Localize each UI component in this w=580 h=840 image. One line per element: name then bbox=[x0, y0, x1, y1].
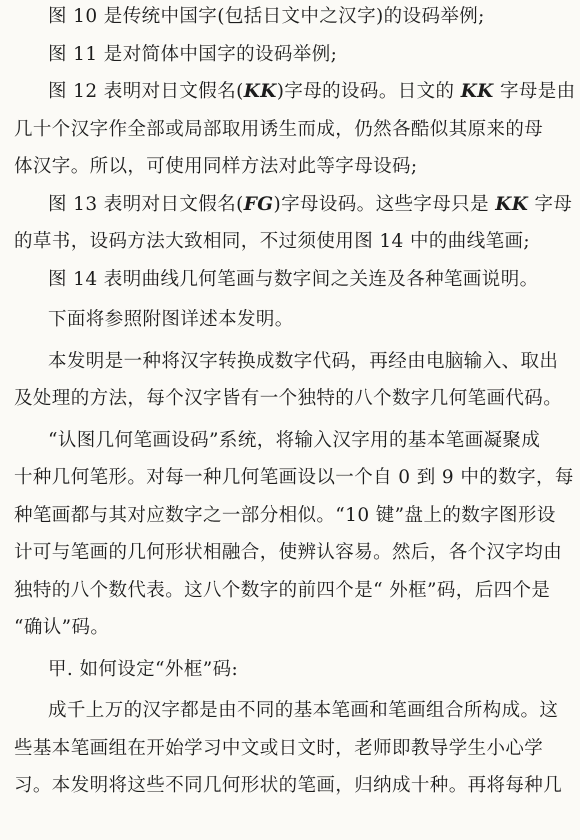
kana-abbreviation: KK bbox=[460, 81, 494, 102]
text-line: 下面将参照附图详述本发明。 bbox=[48, 309, 294, 330]
text-line: 图 11 是对简体中国字的设码举例; bbox=[48, 43, 338, 65]
text-line: 图 12 表明对日文假名(KK)字母的设码。日文的 KK 字母是由 bbox=[48, 81, 576, 102]
text-line: 成千上万的汉字都是由不同的基本笔画和笔画组合所构成。这 bbox=[48, 700, 559, 721]
text-line: 些基本笔画组在开始学习中文或日文时，老师即教导学生小心学 bbox=[14, 737, 544, 759]
kana-abbreviation: FG bbox=[243, 193, 274, 215]
kana-abbreviation: KK bbox=[243, 81, 277, 102]
text-line: “确认”码。 bbox=[14, 617, 110, 638]
text-line: 独特的八个数代表。这八个数字的前四个是“ 外框”码，后四个是 bbox=[14, 579, 551, 601]
text-line: 本发明是一种将汉字转换成数字代码，再经由电脑输入、取出 bbox=[48, 350, 559, 372]
text-line: 的草书，设码方法大致相同，不过须使用图 14 中的曲线笔画; bbox=[14, 231, 531, 252]
text-line: 及处理的方法，每个汉字皆有一个独特的八个数字几何笔画代码。 bbox=[14, 388, 563, 409]
text-line: 图 13 表明对日文假名(FG)字母设码。这些字母只是 KK 字母 bbox=[48, 193, 573, 215]
text-line: “认图几何笔画设码”系统，将输入汉字用的基本笔画凝聚成 bbox=[48, 429, 541, 451]
text-line: 体汉字。所以，可使用同样方法对此等字母设码; bbox=[14, 156, 418, 177]
section-heading: 甲. 如何设定“外框”码: bbox=[48, 658, 239, 680]
document-body bbox=[14, 0, 576, 805]
text-line: 习。本发明将这些不同几何形状的笔画，归纳成十种。再将每种几 bbox=[14, 775, 563, 796]
text-line: 计可与笔画的几何形状相融合，使辨认容易。然后，各个汉字均由 bbox=[14, 542, 563, 563]
text-line: 十种几何笔形。对每一种几何笔画设以一个自 0 到 9 中的数字，每 bbox=[14, 467, 574, 488]
text-line: 图 14 表明曲线几何笔画与数字间之关连及各种笔画说明。 bbox=[48, 268, 539, 290]
text-line: 几十个汉字作全部或局部取用诱生而成，仍然各酷似其原来的母 bbox=[14, 118, 544, 140]
kana-abbreviation: KK bbox=[495, 193, 529, 215]
text-line: 种笔画都与其对应数字之一部分相似。“10 键”盘上的数字图形设 bbox=[14, 504, 556, 526]
text-line: 图 10 是传统中国字(包括日文中之汉字)的设码举例; bbox=[48, 6, 485, 27]
